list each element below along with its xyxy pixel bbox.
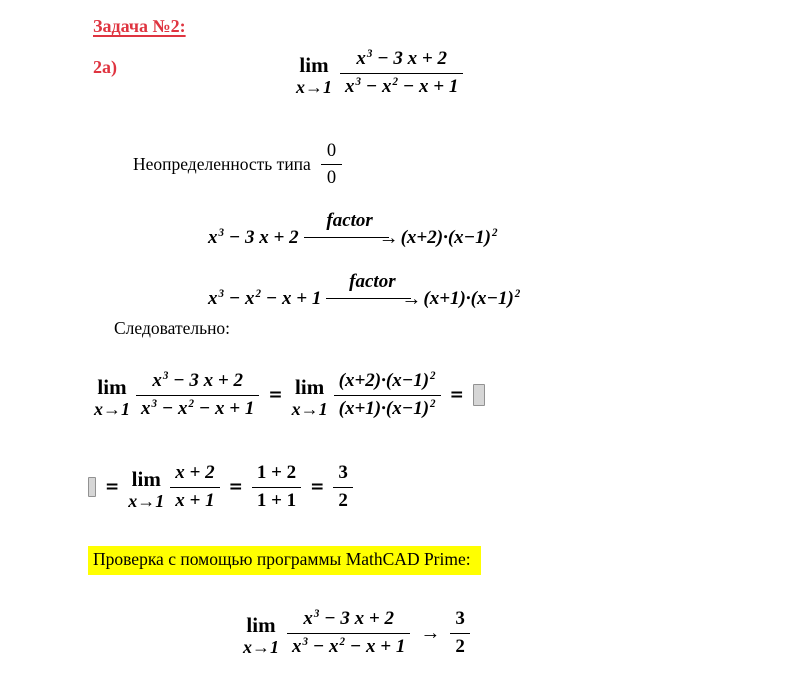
limit-fraction [287, 606, 410, 660]
equals-sign: = [268, 385, 283, 406]
original-fraction [136, 368, 259, 422]
result-fraction [450, 606, 470, 660]
factored-fraction [334, 368, 441, 422]
placeholder-box [88, 477, 96, 497]
lim-subscript: x→1 [128, 491, 165, 512]
task-title: Задача №2: [93, 16, 186, 36]
limit-operator [94, 376, 130, 420]
lim-word: lim [295, 375, 325, 400]
fraction-denominator: $(x+1)\cdot(x-1)^2$ [334, 395, 441, 423]
factor-arrow-label: factor [349, 271, 396, 292]
lim-word: lim [131, 467, 161, 492]
fraction-denominator: 2 [333, 487, 353, 515]
substituted-fraction [252, 460, 301, 514]
fraction-numerator: 0 [326, 141, 337, 161]
indeterminate-note [133, 138, 342, 191]
fraction-numerator: $x^3 - 3$ x + 2 [303, 608, 394, 629]
lim-word: lim [97, 375, 127, 400]
limit-operator [296, 54, 332, 98]
continuation-line [88, 460, 353, 514]
indeterminate-label: Неопределенность типа [133, 154, 311, 175]
lim-word: lim [246, 613, 276, 638]
fraction-denominator: 1 + 1 [252, 487, 301, 515]
fraction-denominator: 0 [321, 164, 342, 191]
fraction-denominator: 2 [450, 633, 470, 661]
limit-expression-intro [296, 46, 463, 100]
fraction-denominator: $x^3 - x^2 - x + 1$ [340, 73, 463, 101]
fraction-numerator: 1 + 2 [256, 462, 297, 483]
placeholder-box [473, 384, 485, 406]
fraction-denominator: $x^3 - x^2 - x + 1$ [136, 395, 259, 423]
result-fraction [333, 460, 353, 514]
fraction-denominator: x + 1 [170, 487, 219, 515]
factored-result: $(x+1)\cdot(x-1)^2$ [423, 288, 521, 309]
factor-arrow [304, 211, 396, 245]
fraction-numerator: $(x+2)\cdot(x-1)^2$ [338, 370, 436, 391]
factor-arrow [326, 272, 418, 306]
lim-subscript: x→1 [296, 77, 332, 98]
polynomial-left: $x^3 - x^2 - x + 1$ [208, 288, 322, 309]
zero-over-zero-fraction [321, 138, 342, 191]
lim-subscript: x→1 [291, 399, 328, 420]
limit-fraction [340, 46, 463, 100]
fraction-numerator: 3 [455, 608, 465, 629]
main-equation-line [94, 368, 485, 422]
right-arrow-icon [304, 231, 396, 245]
fraction-numerator: 3 [338, 462, 348, 483]
fraction-numerator: $x^3 - 3$ x + 2 [152, 370, 243, 391]
limit-operator [128, 468, 164, 512]
mathcad-check-line [243, 606, 470, 660]
fraction-denominator: $x^3 - x^2 - x + 1$ [287, 633, 410, 661]
lim-word: lim [299, 53, 329, 78]
simplified-fraction [170, 460, 219, 514]
fraction-numerator: x + 2 [175, 462, 215, 483]
lim-subscript: x→1 [94, 399, 130, 420]
polynomial-left: $x^3 - 3$ x + 2 [208, 227, 299, 248]
equals-sign: = [310, 477, 325, 498]
hence-label: Следовательно: [114, 318, 231, 338]
factorization-row-2 [208, 271, 521, 316]
right-arrow-icon [326, 292, 418, 306]
verification-heading [88, 546, 481, 575]
evaluates-to-arrow-icon: → [420, 621, 441, 644]
equals-sign: = [105, 477, 120, 498]
factor-arrow-label: factor [326, 210, 373, 231]
factorization-row-1 [208, 210, 498, 255]
fraction-numerator: $x^3 - 3$ x + 2 [356, 48, 447, 69]
limit-operator [243, 614, 279, 658]
equals-sign: = [449, 385, 464, 406]
limit-operator [292, 376, 328, 420]
factored-result: $(x+2)\cdot(x-1)^2$ [400, 227, 498, 248]
part-label: 2a) [93, 57, 117, 77]
lim-subscript: x→1 [243, 637, 279, 658]
verification-heading-text: Проверка с помощью программы MathCAD Prime: [93, 549, 471, 569]
equals-sign: = [228, 477, 243, 498]
